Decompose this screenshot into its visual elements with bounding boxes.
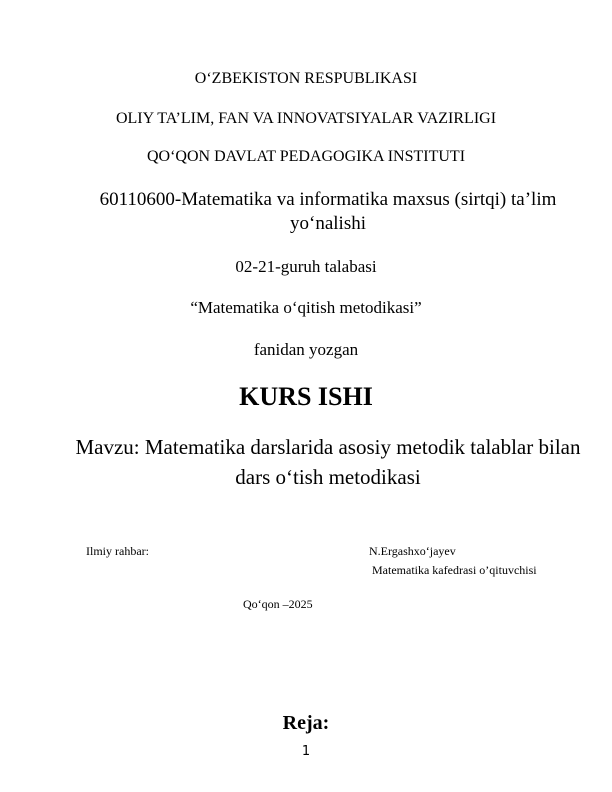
city-year: Qo‘qon –2025: [243, 597, 313, 611]
subject-name: “Matematika o‘qitish metodikasi”: [190, 298, 422, 317]
institute-heading: QO‘QON DAVLAT PEDAGOGIKA INSTITUTI: [146, 148, 466, 165]
program-heading: 60110600-Matematika va informatika maxsus (sirtqi) ta’lim yo‘nalishi: [99, 189, 557, 234]
advisor-label: Ilmiy rahbar:: [86, 544, 149, 558]
written-by-text: fanidan yozgan: [253, 340, 359, 359]
document-title: KURS ISHI: [239, 382, 373, 411]
plan-heading: Reja:: [282, 712, 330, 734]
republic-heading: O‘ZBEKISTON RESPUBLIKASI: [194, 70, 418, 87]
student-group: 02-21-guruh talabasi: [235, 257, 377, 276]
page-number: 1: [301, 744, 311, 759]
ministry-heading: OLIY TA’LIM, FAN VA INNOVATSIYALAR VAZIRLIGI: [115, 110, 497, 127]
advisor-position: Matematika kafedrasi o’qituvchisi: [372, 563, 537, 577]
advisor-name: N.Ergashxo‘jayev: [369, 544, 456, 558]
topic-text: Mavzu: Matematika darslarida asosiy metodik talablar bilan dars o‘tish metodikasi: [75, 435, 581, 489]
